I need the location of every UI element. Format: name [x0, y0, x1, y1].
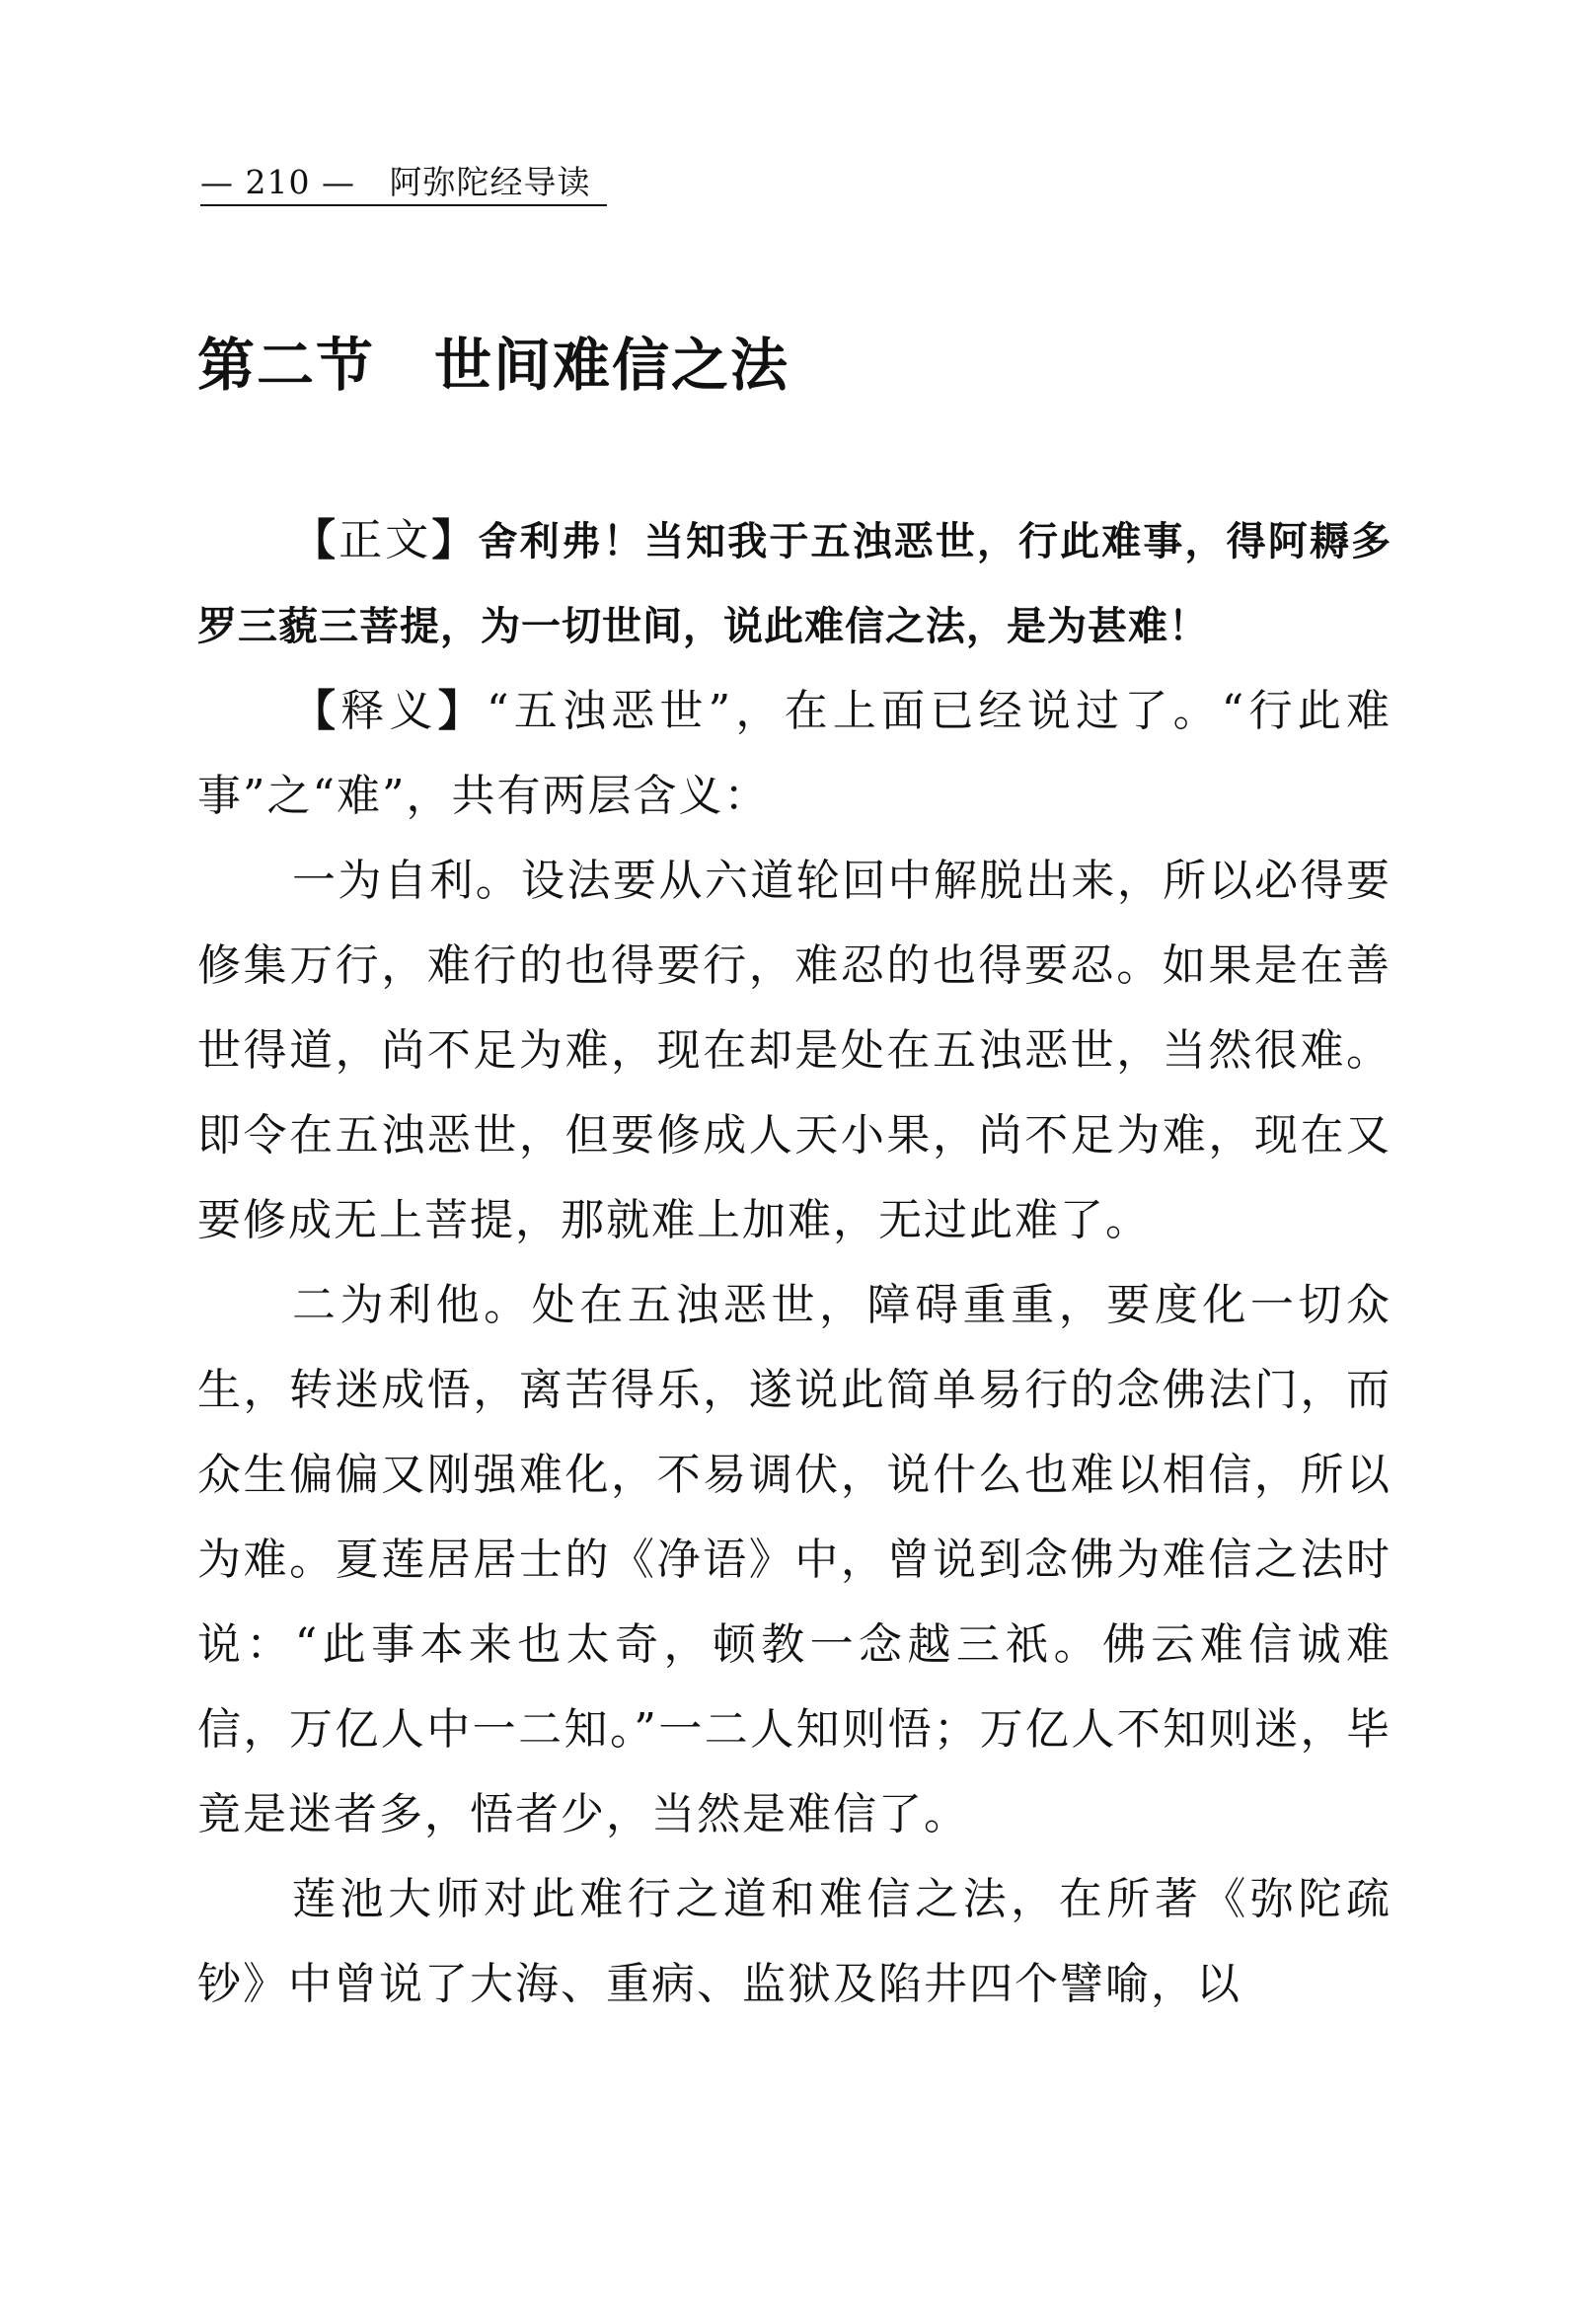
explanation-body: “五浊恶世”，在上面已经说过了。“行此难事”之“难”，共有两层含义：: [197, 686, 1392, 821]
body-text: [197, 498, 1391, 2027]
paragraph-main-text: [197, 498, 1391, 669]
section-number: 第二节: [197, 332, 376, 399]
book-title: 阿弥陀经导读: [389, 163, 591, 201]
section-title: [197, 331, 790, 400]
paragraph-self-benefit: 一为自利。设法要从六道轮回中解脱出来，所以必得要修集万行，难行的也得要行，难忍的也得要忍。如果是在善世得道，尚不足为难，现在却是处在五浊恶世，当然很难。即令在五浊恶世，但要修成人天小果，尚不足为难，现在又要修成无上菩提，那就难上加难，无过此难了。: [197, 856, 1391, 1245]
label-main-text: 【正文】: [292, 515, 479, 565]
header-rule: [200, 204, 607, 206]
paragraph-benefit-others: 二为利他。处在五浊恶世，障碍重重，要度化一切众生，转迷成悟，离苦得乐，遂说此简单易行的念佛法门，而众生偏偏又刚强难化，不易调伏，说什么也难以相信，所以为难。夏莲居居士的《净语》中，曾说到念佛为难信之法时说：“此事本来也太奇，顿教一念越三祇。佛云难信诚难信，万亿人中一二知。”一二人知则悟；万亿人不知则迷，毕竟是迷者多，悟者少，当然是难信了。: [197, 1280, 1391, 1839]
running-header: [200, 161, 615, 208]
page-number: — 210 —: [200, 163, 355, 201]
section-heading: 世间难信之法: [434, 332, 790, 399]
label-explanation: 【释义】: [292, 686, 487, 736]
paragraph-explanation: [197, 669, 1391, 839]
main-text-body: 舍利弗！当知我于五浊恶世，行此难事，得阿耨多罗三藐三菩提，为一切世间，说此难信之法，是为甚难！: [197, 519, 1392, 649]
paragraph-lianchi: 莲池大师对此难行之道和难信之法，在所著《弥陀疏钞》中曾说了大海、重病、监狱及陷井四个譬喻，以: [197, 1874, 1391, 2009]
